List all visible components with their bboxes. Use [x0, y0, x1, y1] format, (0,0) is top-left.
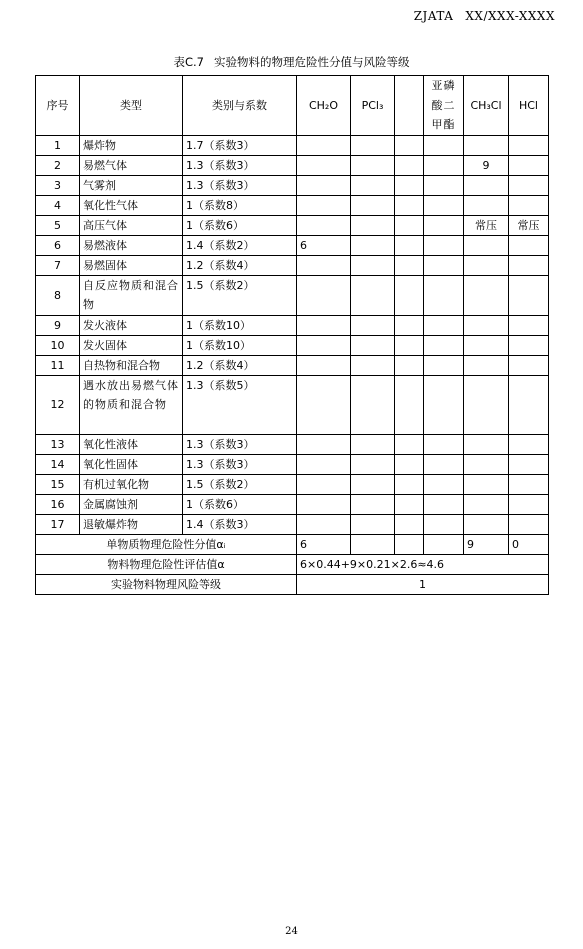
- row-value: [395, 195, 424, 215]
- row-value: [509, 155, 549, 175]
- risk-level-row: [36, 574, 549, 594]
- row-seq: 6: [36, 235, 80, 255]
- row-value: [509, 375, 549, 434]
- row-value: [297, 355, 351, 375]
- row-value: [424, 494, 464, 514]
- row-value: [351, 275, 395, 315]
- row-seq: 11: [36, 355, 80, 375]
- row-value: [351, 135, 395, 155]
- row-type: 金属腐蚀剂: [80, 494, 183, 514]
- row-value: [424, 255, 464, 275]
- header-org: ZJATA: [413, 9, 454, 23]
- row-value: [297, 474, 351, 494]
- row-value: [464, 255, 509, 275]
- row-value: [509, 255, 549, 275]
- row-value: [424, 514, 464, 534]
- row-value: [297, 434, 351, 454]
- row-value: [297, 375, 351, 434]
- row-value: [395, 215, 424, 235]
- risk-level-value: 1: [297, 574, 549, 594]
- header-seq: 序号: [36, 76, 80, 136]
- row-type: 易燃固体: [80, 255, 183, 275]
- row-seq: 10: [36, 335, 80, 355]
- evaluation-value: 6×0.44+9×0.21×2.6≈4.6: [297, 554, 549, 574]
- row-category: 1.3（系数5）: [183, 375, 297, 434]
- row-value: [395, 375, 424, 434]
- row-value: [464, 315, 509, 335]
- row-value: 常压: [509, 215, 549, 235]
- row-value: [424, 315, 464, 335]
- row-type: 爆炸物: [80, 135, 183, 155]
- row-seq: 14: [36, 454, 80, 474]
- table-row: [36, 375, 549, 434]
- single-score-value: 0: [509, 534, 549, 554]
- table-row: [36, 514, 549, 534]
- row-value: [424, 474, 464, 494]
- row-value: [297, 494, 351, 514]
- row-seq: 9: [36, 315, 80, 335]
- row-value: [395, 434, 424, 454]
- row-value: [464, 375, 509, 434]
- table-header-row: [36, 76, 549, 136]
- hazard-table: [35, 75, 549, 595]
- row-category: 1（系数10）: [183, 335, 297, 355]
- row-category: 1.3（系数3）: [183, 454, 297, 474]
- page-number: 24: [285, 926, 298, 937]
- row-value: [351, 315, 395, 335]
- row-type: 高压气体: [80, 215, 183, 235]
- row-value: [297, 275, 351, 315]
- row-category: 1（系数8）: [183, 195, 297, 215]
- row-value: [395, 135, 424, 155]
- row-value: [464, 434, 509, 454]
- table-row: [36, 215, 549, 235]
- row-type: 有机过氧化物: [80, 474, 183, 494]
- row-value: 9: [464, 155, 509, 175]
- row-value: [464, 275, 509, 315]
- row-type: 遇水放出易燃气体的物质和混合物: [80, 375, 183, 434]
- row-value: [509, 454, 549, 474]
- row-category: 1.2（系数4）: [183, 355, 297, 375]
- row-seq: 16: [36, 494, 80, 514]
- row-value: [424, 275, 464, 315]
- row-value: [395, 255, 424, 275]
- table-row: [36, 255, 549, 275]
- row-value: [464, 195, 509, 215]
- row-value: [424, 335, 464, 355]
- row-value: [351, 155, 395, 175]
- row-type: 氧化性气体: [80, 195, 183, 215]
- row-seq: 17: [36, 514, 80, 534]
- table-row: [36, 175, 549, 195]
- row-value: [395, 494, 424, 514]
- row-value: [424, 375, 464, 434]
- row-type: 发火固体: [80, 335, 183, 355]
- row-value: [297, 215, 351, 235]
- row-value: [351, 494, 395, 514]
- row-seq: 12: [36, 375, 80, 434]
- row-value: [297, 335, 351, 355]
- single-score-value: 9: [464, 534, 509, 554]
- row-seq: 4: [36, 195, 80, 215]
- table-row: [36, 275, 549, 315]
- row-category: 1.3（系数3）: [183, 434, 297, 454]
- row-value: [351, 355, 395, 375]
- row-value: [351, 335, 395, 355]
- row-value: [509, 355, 549, 375]
- row-value: [464, 175, 509, 195]
- row-seq: 5: [36, 215, 80, 235]
- row-value: [351, 255, 395, 275]
- row-value: [509, 434, 549, 454]
- row-value: [509, 315, 549, 335]
- table-number: 表C.7: [173, 55, 204, 69]
- row-type: 自热物和混合物: [80, 355, 183, 375]
- row-category: 1.4（系数2）: [183, 235, 297, 255]
- row-category: 1（系数6）: [183, 215, 297, 235]
- row-value: [351, 195, 395, 215]
- row-category: 1.3（系数3）: [183, 175, 297, 195]
- header-substance-1: CH₂O: [297, 76, 351, 136]
- row-seq: 3: [36, 175, 80, 195]
- document-header: [414, 9, 555, 23]
- table-row: [36, 454, 549, 474]
- row-seq: 7: [36, 255, 80, 275]
- evaluation-label: 物料物理危险性评估值α: [36, 554, 297, 574]
- row-value: 常压: [464, 215, 509, 235]
- header-substance-5: CH₃Cl: [464, 76, 509, 136]
- table-row: [36, 315, 549, 335]
- row-value: [464, 514, 509, 534]
- row-value: [351, 514, 395, 534]
- header-substance-6: HCl: [509, 76, 549, 136]
- header-code: XX/XXX-XXXX: [465, 9, 555, 23]
- table-row: [36, 434, 549, 454]
- row-type: 氧化性固体: [80, 454, 183, 474]
- row-category: 1.5（系数2）: [183, 474, 297, 494]
- row-value: [424, 434, 464, 454]
- row-category: 1.4（系数3）: [183, 514, 297, 534]
- row-value: [297, 155, 351, 175]
- row-value: [424, 175, 464, 195]
- single-score-row: [36, 534, 549, 554]
- row-category: 1（系数6）: [183, 494, 297, 514]
- header-substance-2: PCl₃: [351, 76, 395, 136]
- table-title-text: 实验物料的物理危险性分值与风险等级: [214, 55, 410, 69]
- row-value: [395, 474, 424, 494]
- row-value: 6: [297, 235, 351, 255]
- row-value: [297, 195, 351, 215]
- row-value: [509, 195, 549, 215]
- row-value: [351, 235, 395, 255]
- row-value: [424, 235, 464, 255]
- row-value: [395, 355, 424, 375]
- single-score-label: 单物质物理危险性分值αᵢ: [36, 534, 297, 554]
- row-value: [351, 434, 395, 454]
- row-value: [464, 474, 509, 494]
- row-type: 易燃气体: [80, 155, 183, 175]
- header-category: 类别与系数: [183, 76, 297, 136]
- row-value: [424, 215, 464, 235]
- row-seq: 8: [36, 275, 80, 315]
- row-seq: 1: [36, 135, 80, 155]
- row-value: [464, 135, 509, 155]
- single-score-value: [424, 534, 464, 554]
- header-type: 类型: [80, 76, 183, 136]
- row-value: [395, 275, 424, 315]
- row-value: [424, 454, 464, 474]
- row-category: 1.5（系数2）: [183, 275, 297, 315]
- row-value: [297, 315, 351, 335]
- row-type: 发火液体: [80, 315, 183, 335]
- row-seq: 13: [36, 434, 80, 454]
- row-value: [297, 255, 351, 275]
- row-value: [395, 454, 424, 474]
- row-value: [395, 315, 424, 335]
- table-row: [36, 135, 549, 155]
- single-score-value: [395, 534, 424, 554]
- table-row: [36, 155, 549, 175]
- row-value: [395, 514, 424, 534]
- row-type: 退敏爆炸物: [80, 514, 183, 534]
- row-value: [464, 494, 509, 514]
- table-row: [36, 494, 549, 514]
- row-value: [424, 135, 464, 155]
- row-value: [509, 275, 549, 315]
- row-value: [297, 175, 351, 195]
- table-row: [36, 355, 549, 375]
- single-score-value: [351, 534, 395, 554]
- table-row: [36, 335, 549, 355]
- row-value: [509, 335, 549, 355]
- row-value: [509, 235, 549, 255]
- single-score-value: 6: [297, 534, 351, 554]
- row-value: [509, 474, 549, 494]
- row-type: 气雾剂: [80, 175, 183, 195]
- row-value: [395, 335, 424, 355]
- row-value: [424, 155, 464, 175]
- row-category: 1.3（系数3）: [183, 155, 297, 175]
- table-row: [36, 474, 549, 494]
- row-value: [297, 135, 351, 155]
- row-value: [351, 375, 395, 434]
- row-type: 易燃液体: [80, 235, 183, 255]
- table-row: [36, 235, 549, 255]
- row-value: [351, 175, 395, 195]
- row-value: [464, 335, 509, 355]
- row-value: [509, 175, 549, 195]
- row-value: [297, 454, 351, 474]
- header-substance-3: [395, 76, 424, 136]
- row-value: [351, 474, 395, 494]
- row-type: 氧化性液体: [80, 434, 183, 454]
- row-category: 1.2（系数4）: [183, 255, 297, 275]
- row-value: [351, 454, 395, 474]
- header-substance-4: 亚磷酸二甲酯: [424, 76, 464, 136]
- row-value: [424, 195, 464, 215]
- row-value: [509, 494, 549, 514]
- row-value: [297, 514, 351, 534]
- row-value: [395, 235, 424, 255]
- row-value: [509, 514, 549, 534]
- row-category: 1.7（系数3）: [183, 135, 297, 155]
- risk-level-label: 实验物料物理风险等级: [36, 574, 297, 594]
- row-value: [464, 235, 509, 255]
- table-title: [0, 54, 583, 70]
- row-value: [395, 175, 424, 195]
- row-type: 自反应物质和混合物: [80, 275, 183, 315]
- row-value: [464, 454, 509, 474]
- row-category: 1（系数10）: [183, 315, 297, 335]
- row-value: [424, 355, 464, 375]
- row-seq: 15: [36, 474, 80, 494]
- row-value: [464, 355, 509, 375]
- row-seq: 2: [36, 155, 80, 175]
- table-row: [36, 195, 549, 215]
- row-value: [351, 215, 395, 235]
- evaluation-row: [36, 554, 549, 574]
- row-value: [395, 155, 424, 175]
- row-value: [509, 135, 549, 155]
